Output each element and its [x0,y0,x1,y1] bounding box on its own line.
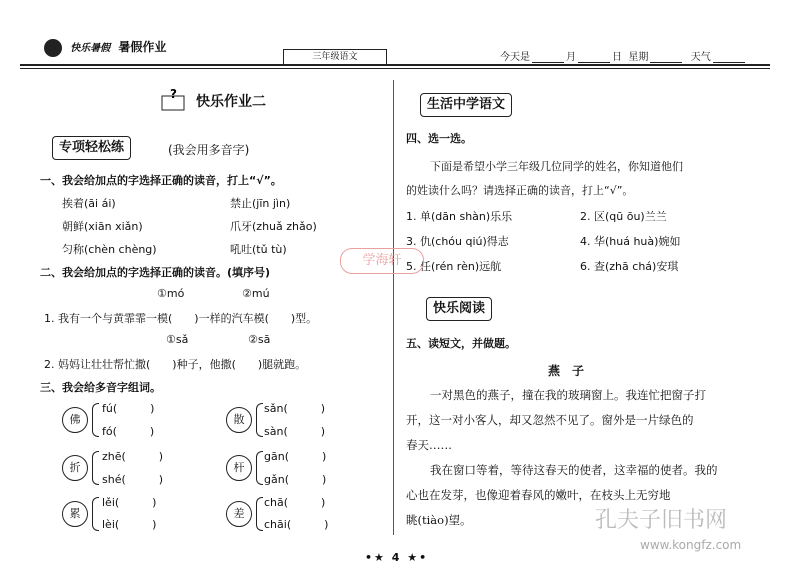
brace-icon [256,403,263,437]
q1-item: 挨着(āi ái) [62,197,116,210]
q4-intro: 的姓读什么吗？请选择正确的读音，打上“√”。 [406,184,634,197]
brace-icon [92,451,99,485]
polyphone-char: 散 [226,407,252,433]
header-rule [20,64,770,66]
bottom-watermark: 孔夫子旧书网 [595,508,728,533]
q4-item: 2. 区(qū ōu)兰兰 [580,210,667,223]
q1-item: 朝鲜(xiān xiǎn) [62,220,143,233]
polyphone-char: 杆 [226,455,252,481]
q2-option: ①mó [157,287,185,300]
section-badge-practice: 专项轻松练 [52,136,131,160]
polyphone-char: 累 [62,501,88,527]
word-blank: gǎn( ) [264,473,327,486]
q4-item: 1. 单(dān shàn)乐乐 [406,210,513,223]
word-blank: shé( ) [102,473,164,486]
column-divider [393,80,394,535]
word-blank: zhē( ) [102,450,164,463]
q3-prompt: 三、我会给多音字组词。 [40,381,161,394]
word-blank: chāi( ) [264,518,329,531]
q4-prompt: 四、选一选。 [406,132,472,145]
section-subtitle: (我会用多音字) [168,143,250,157]
brace-icon [256,497,263,531]
story-line: 心也在发芽，也像迎着春风的嫩叶，在枝头上无穷地 [406,488,671,502]
q1-item: 吼吐(tǔ tù) [230,243,287,256]
brace-icon [256,451,263,485]
q2-prompt: 二、我会给加点的字选择正确的读音。(填序号) [40,266,271,279]
page-title: 快乐作业二 [196,94,266,110]
q2-option: ②sā [248,333,271,346]
brand [44,38,166,57]
q4-intro: 下面是希望小学三年级几位同学的姓名，你知道他们 [430,160,683,173]
brace-icon [92,403,99,437]
q1-item: 匀称(chèn chèng) [62,243,157,256]
watermark-url: www.kongfz.com [640,538,742,552]
word-blank: fú( ) [102,402,155,415]
page-number: •★ 4 ★• [365,551,429,564]
word-blank: sàn( ) [264,425,326,438]
word-blank: sǎn( ) [264,402,326,415]
grade-label: 三年级语文 [283,49,387,65]
q4-item: 6. 查(zhā chá)安琪 [580,260,679,273]
q2-line: 1. 我有一个与黄霏霏一模( )一样的汽车模( )型。 [44,312,318,325]
story-title: 燕 子 [548,364,585,378]
word-blank: fó( ) [102,425,155,438]
story-line: 开，这一对小客人，却又忽然不见了。窗外是一片绿色的 [406,413,694,427]
q2-line: 2. 妈妈让壮壮帮忙撒( )种子，他撒( )腿就跑。 [44,358,307,371]
q4-item: 4. 华(huá huà)婉如 [580,235,681,248]
q1-prompt: 一、我会给加点的字选择正确的读音，打上“√”。 [40,174,282,187]
word-blank: lěi( ) [102,496,157,509]
svg-text:?: ? [170,88,177,101]
story-line: 一对黑色的燕子，撞在我的玻璃窗上。我连忙把窗子打 [430,388,706,402]
q5-prompt: 五、读短文，并做题。 [406,337,516,350]
polyphone-char: 差 [226,501,252,527]
q4-item: 5. 任(rén rèn)远航 [406,260,502,273]
story-line: 春天…… [406,438,452,452]
polyphone-char: 佛 [62,407,88,433]
center-watermark: 学海轩 [340,248,424,274]
brace-icon [92,497,99,531]
q2-option: ①sǎ [166,333,189,346]
mascot-logo-icon [44,39,62,57]
word-blank: lèi( ) [102,518,157,531]
book-mascot-icon [160,88,180,112]
polyphone-char: 折 [62,455,88,481]
section-badge-life: 生活中学语文 [420,93,512,117]
story-line: 我在窗口等着，等待这春天的使者，这幸福的使者。我的 [430,463,718,477]
date-weather-line: 今天是 月 日 星期 天气 [500,48,747,63]
brand-fancy: 快乐暑假 [70,43,111,54]
brand-title: 暑假作业 [118,40,167,54]
story-line: 眺(tiào)望。 [406,513,472,527]
word-blank: chā( ) [264,496,326,509]
q1-item: 禁止(jīn jìn) [230,197,291,210]
q4-item: 3. 仇(chóu qiú)得志 [406,235,509,248]
header-rule-thin [20,68,770,69]
section-badge-reading: 快乐阅读 [426,297,492,321]
q1-item: 爪牙(zhuǎ zhǎo) [230,220,317,233]
q2-option: ②mú [242,287,270,300]
word-blank: gān( ) [264,450,327,463]
